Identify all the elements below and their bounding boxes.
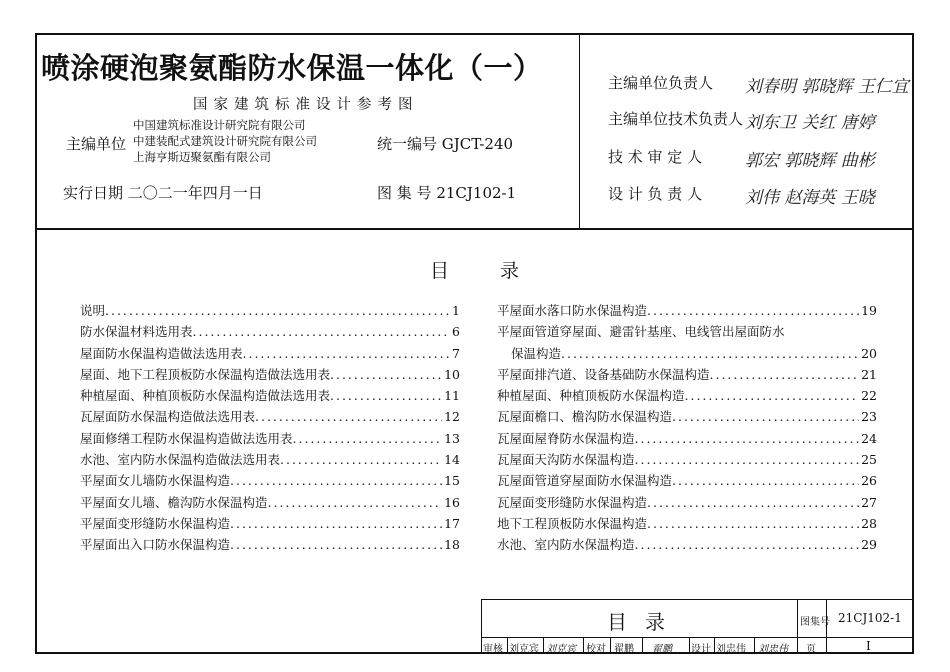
tb-cell-divider bbox=[689, 637, 690, 654]
toc-item-title: 平屋面水落口防水保温构造 bbox=[497, 303, 648, 318]
toc-heading-left: 目 bbox=[430, 260, 450, 282]
toc-item-page: 17 bbox=[444, 515, 460, 531]
toc-item-title: 平屋面女儿墙防水保温构造 bbox=[80, 473, 231, 489]
toc-item-page: 24 bbox=[861, 430, 877, 446]
toc-item-page: 14 bbox=[444, 452, 460, 468]
toc-item-page: 13 bbox=[444, 430, 460, 446]
toc-item[interactable] bbox=[80, 406, 460, 427]
toc-item-title: 平屋面女儿墙、檐沟防水保温构造 bbox=[80, 494, 268, 510]
unified-no-value: GJCT-240 bbox=[441, 135, 514, 153]
toc-item[interactable] bbox=[80, 300, 460, 321]
toc-item[interactable] bbox=[497, 492, 877, 513]
toc-item[interactable] bbox=[80, 321, 460, 342]
unified-no-label: 统一编号 bbox=[377, 135, 438, 153]
toc-item-title: 地下工程顶板防水保温构造 bbox=[497, 515, 648, 531]
toc-item-page bbox=[875, 321, 877, 342]
toc-item-title: 屋面修缮工程防水保温构造做法选用表 bbox=[80, 430, 293, 446]
toc-item-page: 20 bbox=[861, 345, 877, 361]
toc-item[interactable] bbox=[497, 428, 877, 449]
toc-item-title: 说明 bbox=[80, 303, 106, 318]
responsible-label: 主编单位技术负责人 bbox=[608, 110, 744, 128]
review-name: 刘克宾 bbox=[509, 644, 539, 655]
toc-left-column bbox=[80, 300, 460, 556]
toc-item[interactable] bbox=[80, 470, 460, 491]
header-vertical-divider bbox=[579, 35, 580, 228]
toc-item[interactable] bbox=[497, 300, 877, 321]
title-block-page-label: 页 bbox=[806, 644, 816, 655]
title-block-title: 目录 bbox=[607, 610, 683, 634]
toc-item-title: 种植屋面、种植顶板防水保温构造 bbox=[497, 388, 685, 404]
editor-orgs bbox=[133, 117, 317, 165]
toc-item-page: 7 bbox=[452, 345, 460, 361]
toc-item-page: 26 bbox=[861, 473, 877, 489]
toc-item-title: 水池、室内防水保温构造 bbox=[497, 537, 635, 553]
design-name: 刘忠伟 bbox=[716, 644, 746, 655]
toc-item-page: 22 bbox=[861, 388, 877, 404]
check-label: 校对 bbox=[586, 644, 606, 655]
toc-item[interactable] bbox=[80, 534, 460, 555]
title-block-atlas-no: 21CJ102-1 bbox=[838, 611, 902, 625]
toc-item-page: 11 bbox=[444, 388, 460, 404]
toc-item[interactable] bbox=[497, 449, 877, 470]
check-name: 翟鹏 bbox=[614, 644, 634, 655]
signature: 刘伟 赵海英 王晓 bbox=[745, 188, 875, 208]
review-label: 审核 bbox=[483, 644, 503, 655]
toc-item[interactable] bbox=[80, 385, 460, 406]
tb-cell-divider bbox=[583, 637, 584, 654]
toc-item-title: 保温构造 bbox=[511, 345, 562, 361]
subtitle: 国家建筑标准设计参考图 bbox=[193, 97, 419, 113]
unified-no bbox=[377, 133, 513, 154]
toc-item-page: 21 bbox=[861, 366, 877, 382]
title-block-page: I bbox=[866, 639, 871, 653]
toc-item-title: 平屋面变形缝防水保温构造 bbox=[80, 515, 231, 531]
design-signature: 刘忠伟 bbox=[758, 644, 788, 655]
toc-item[interactable] bbox=[497, 321, 877, 342]
toc-item-title: 瓦屋面变形缝防水保温构造 bbox=[497, 494, 648, 510]
title-block-col-divider bbox=[797, 599, 798, 654]
toc-heading-right: 录 bbox=[500, 260, 520, 282]
toc-item-page: 29 bbox=[861, 537, 877, 553]
toc-item[interactable] bbox=[497, 513, 877, 534]
toc-item-title: 平屋面管道穿屋面、避雷针基座、电线管出屋面防水 bbox=[497, 324, 785, 340]
toc-item-page: 19 bbox=[861, 303, 877, 318]
responsible-label: 主编单位负责人 bbox=[608, 74, 714, 92]
toc-item-title: 瓦屋面天沟防水保温构造 bbox=[497, 452, 635, 468]
toc-item-page: 12 bbox=[444, 409, 460, 425]
toc-item-page: 15 bbox=[444, 473, 460, 489]
tb-cell-divider bbox=[754, 637, 755, 654]
toc-item[interactable] bbox=[497, 364, 877, 385]
page-title: 喷涂硬泡聚氨酯防水保温一体化（一） bbox=[41, 51, 543, 85]
toc-item-page: 28 bbox=[861, 515, 877, 531]
toc-item-title: 屋面、地下工程顶板防水保温构造做法选用表 bbox=[80, 366, 331, 382]
responsible-row bbox=[608, 183, 702, 204]
toc-item[interactable] bbox=[80, 428, 460, 449]
toc-item-title: 瓦屋面防水保温构造做法选用表 bbox=[80, 409, 256, 425]
responsible-label: 技 术 审 定 人 bbox=[608, 148, 703, 166]
tb-cell-divider bbox=[642, 637, 643, 654]
atlas-no-label: 图 集 号 bbox=[377, 184, 432, 202]
org-1: 中国建筑标准设计研究院有限公司 bbox=[133, 118, 306, 132]
toc-item-page: 27 bbox=[861, 494, 877, 510]
editor-label: 主编单位 bbox=[66, 135, 127, 153]
toc-item[interactable] bbox=[497, 343, 877, 364]
toc-item-page: 16 bbox=[444, 494, 460, 510]
tb-cell-divider bbox=[610, 637, 611, 654]
responsible-row bbox=[608, 108, 743, 129]
toc-item-page: 6 bbox=[452, 324, 460, 340]
toc-item[interactable] bbox=[497, 534, 877, 555]
signature: 刘东卫 关红 唐婷 bbox=[745, 113, 875, 133]
title-block-atlas-label: 图集号 bbox=[800, 617, 830, 628]
toc-item-title: 瓦屋面管道穿屋面防水保温构造 bbox=[497, 473, 673, 489]
toc-item-title: 水池、室内防水保温构造做法选用表 bbox=[80, 452, 281, 468]
effective-date bbox=[63, 182, 263, 203]
header-divider bbox=[35, 228, 914, 230]
toc-item-page: 10 bbox=[444, 366, 460, 382]
toc-item[interactable] bbox=[497, 385, 877, 406]
tb-cell-divider bbox=[543, 637, 544, 654]
toc-item-page: 25 bbox=[861, 452, 877, 468]
toc-item-title: 瓦屋面屋脊防水保温构造 bbox=[497, 430, 635, 446]
toc-item-title: 平屋面排汽道、设备基础防水保温构造 bbox=[497, 366, 710, 382]
date-label: 实行日期 bbox=[63, 184, 124, 202]
signature: 刘春明 郭晓辉 王仁宜 bbox=[745, 77, 909, 97]
toc-item-page: 18 bbox=[444, 537, 460, 553]
toc-item-title: 瓦屋面檐口、檐沟防水保温构造 bbox=[497, 409, 673, 425]
atlas-no-value: 21CJ102-1 bbox=[436, 184, 517, 202]
toc-item[interactable] bbox=[497, 406, 877, 427]
title-block-row-divider bbox=[481, 637, 914, 638]
toc-right-column bbox=[497, 300, 877, 556]
responsible-row bbox=[608, 72, 713, 93]
toc-item-title: 防水保温材料选用表 bbox=[80, 324, 193, 340]
toc-item[interactable] bbox=[80, 513, 460, 534]
org-3: 上海亨斯迈聚氨酯有限公司 bbox=[133, 150, 271, 164]
design-label: 设计 bbox=[691, 644, 711, 655]
toc-item-title: 种植屋面、种植顶板防水保温构造做法选用表 bbox=[80, 388, 331, 404]
toc-item-page: 1 bbox=[452, 303, 460, 318]
tb-cell-divider bbox=[507, 637, 508, 654]
date-value: 二〇二一年四月一日 bbox=[127, 184, 263, 202]
responsible-row bbox=[608, 146, 702, 167]
signature: 郭宏 郭晓辉 曲彬 bbox=[745, 151, 875, 171]
toc-item-title: 平屋面出入口防水保温构造 bbox=[80, 537, 231, 553]
toc-item-page: 23 bbox=[861, 409, 877, 425]
check-signature: 翟鹏 bbox=[652, 644, 672, 655]
atlas-no bbox=[377, 182, 516, 203]
toc-item-title: 屋面防水保温构造做法选用表 bbox=[80, 345, 243, 361]
responsible-label: 设 计 负 责 人 bbox=[608, 185, 703, 203]
toc-item[interactable] bbox=[80, 492, 460, 513]
toc-item[interactable] bbox=[80, 364, 460, 385]
toc-item[interactable] bbox=[80, 449, 460, 470]
toc-item[interactable] bbox=[497, 470, 877, 491]
review-signature: 刘克宾 bbox=[546, 644, 576, 655]
tb-cell-divider bbox=[714, 637, 715, 654]
org-2: 中建装配式建筑设计研究院有限公司 bbox=[133, 134, 317, 148]
toc-item[interactable] bbox=[80, 343, 460, 364]
